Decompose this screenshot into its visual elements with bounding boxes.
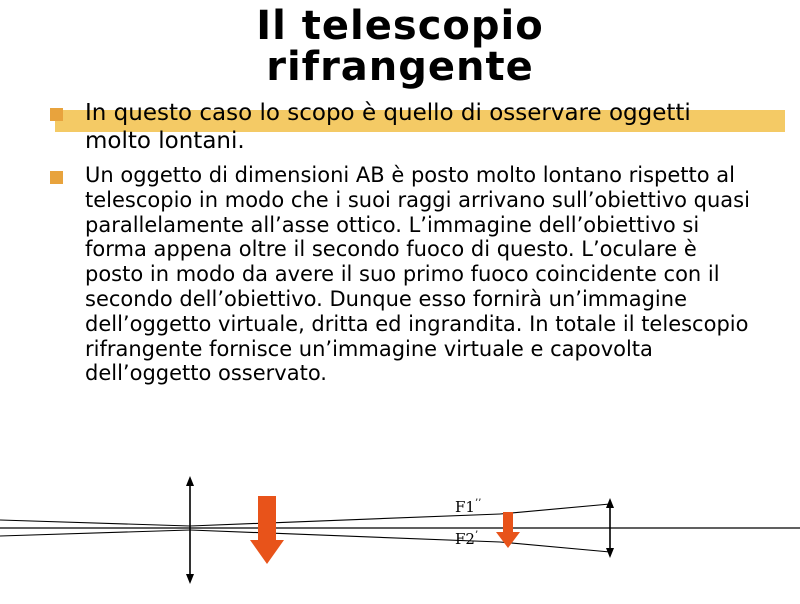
ray-objective-upper xyxy=(190,514,500,526)
telescope-ray-diagram xyxy=(0,470,800,600)
square-bullet-icon xyxy=(50,108,63,121)
bullet-text-2: Un oggetto di dimensioni AB è posto molto lontano rispetto al telescopio in modo che i suoi raggi arrivano sull’obiettivo quasi parallelamente all’asse ottico. L’immagine dell’obiettivo si forma appena oltre il secondo fuoco di questo. L’oculare è posto in modo da avere il suo primo fuoco coincidente con il secondo dell’obiettivo. Dunque esso fornirà un’immagine dell’oggetto virtuale, dritta ed ingrandita. In totale il telescopio rifrangente fornisce un’immagine virtuale e capovolta dell’oggetto osservato. xyxy=(85,163,750,386)
list-item xyxy=(40,100,760,155)
incoming-ray-upper xyxy=(0,520,190,526)
focus-f1-label: F1’’ xyxy=(455,498,482,516)
incoming-ray-lower xyxy=(0,530,190,536)
bullet-text-1: In questo caso lo scopo è quello di osservare oggetti molto lontani. xyxy=(85,100,691,154)
image-arrow-orange xyxy=(496,512,520,548)
ray-eyepiece-upper xyxy=(500,504,610,514)
page-title-line-1: Il telescopio xyxy=(256,3,544,49)
focus-f2-label: F2’ xyxy=(455,530,479,548)
ray-eyepiece-lower xyxy=(500,542,610,552)
page-title xyxy=(0,3,800,90)
page-title-line-2: rifrangente xyxy=(266,43,534,90)
list-item xyxy=(40,163,760,386)
ray-objective-lower xyxy=(190,530,500,542)
ray-diagram-svg xyxy=(0,470,800,600)
object-arrow-orange xyxy=(250,496,284,564)
eyepiece-arrow-top xyxy=(606,498,614,508)
bullet-list xyxy=(40,100,760,394)
objective-arrow-top xyxy=(186,476,194,486)
eyepiece-arrow-bottom xyxy=(606,548,614,558)
square-bullet-icon xyxy=(50,171,63,184)
objective-arrow-bottom xyxy=(186,574,194,584)
